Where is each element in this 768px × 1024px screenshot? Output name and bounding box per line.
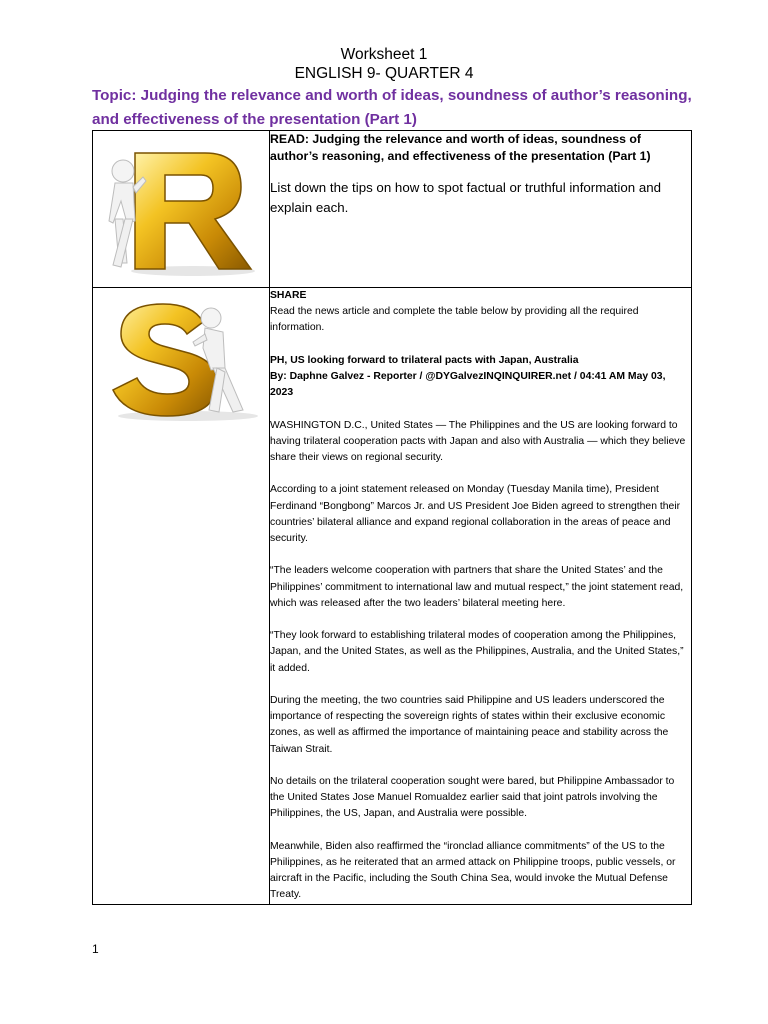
worksheet-table (92, 130, 692, 905)
read-task: List down the tips on how to spot factual or truthful information and explain each. (270, 180, 662, 215)
article-byline: By: Daphne Galvez - Reporter / @DYGalvezINQINQUIRER.net / 04:41 AM May 03, 2023 (270, 371, 666, 399)
article-paragraph: WASHINGTON D.C., United States — The Philippines and the US are looking forward to having trilateral cooperation pacts with Japan and also with Australia — which they believe share their views on regional security. (270, 419, 686, 463)
share-text-cell (270, 288, 692, 905)
share-instruction: Read the news article and complete the table below by providing all the required information. (270, 306, 639, 334)
share-image-cell (93, 288, 270, 905)
article-title: PH, US looking forward to trilateral pacts with Japan, Australia (270, 354, 579, 366)
letter-s-figure-icon (93, 288, 263, 428)
letter-r-figure-icon (93, 131, 263, 281)
read-text-cell (270, 131, 692, 288)
article-paragraph: According to a joint statement released on Monday (Tuesday Manila time), President Ferdinand “Bongbong” Marcos Jr. and US President Joe Biden agreed to strengthen their countries’ bilateral alliance and expand regional collaboration in the areas of peace and security. (270, 484, 681, 544)
page-number: 1 (92, 942, 99, 956)
subject-title: ENGLISH 9- QUARTER 4 (294, 65, 474, 82)
article-paragraph: No details on the trilateral cooperation sought were bared, but Philippine Ambassador to the United States Jose Manuel Romualdez earlier said that joint patrols involving the Philippines, the US, Japan, and Australia were possible. (270, 775, 675, 820)
share-heading: SHARE (270, 290, 307, 301)
share-row (93, 288, 692, 905)
article-paragraph: Meanwhile, Biden also reaffirmed the “ironclad alliance commitments” of the US to the Philippines, as he reiterated that an armed attack on Philippine troops, public vessels, or aircraft in the Pacific, including the South China Sea, would invoke the Mutual Defense Treaty. (270, 840, 676, 901)
article-paragraph: “They look forward to establishing trilateral modes of cooperation among the Philippines, Japan, and the United States, as well as the Philippines, Australia, and the United States,” it added. (270, 630, 684, 674)
article-paragraph: “The leaders welcome cooperation with partners that share the United States’ and the Philippines’ commitment to international law and mutual respect,” the joint statement read, which was released after the two leaders’ bilateral meeting here. (270, 565, 684, 609)
read-title: READ: Judging the relevance and worth of ideas, soundness of author’s reasoning, and effectiveness of the presentation (Part 1) (270, 132, 651, 163)
worksheet-header (0, 45, 768, 83)
read-image-cell (93, 131, 270, 288)
worksheet-title: Worksheet 1 (340, 46, 428, 63)
article-paragraph: During the meeting, the two countries said Philippine and US leaders underscored the importance of respecting the sovereign rights of states within their exclusive economic zones, as well as affirmed the importance of maintaining peace and stability across the Taiwan Strait. (270, 694, 669, 755)
topic-heading: Topic: Judging the relevance and worth of ideas, soundness of author’s reasoning, and effectiveness of the presentation (Part 1) (92, 87, 692, 128)
read-row (93, 131, 692, 288)
